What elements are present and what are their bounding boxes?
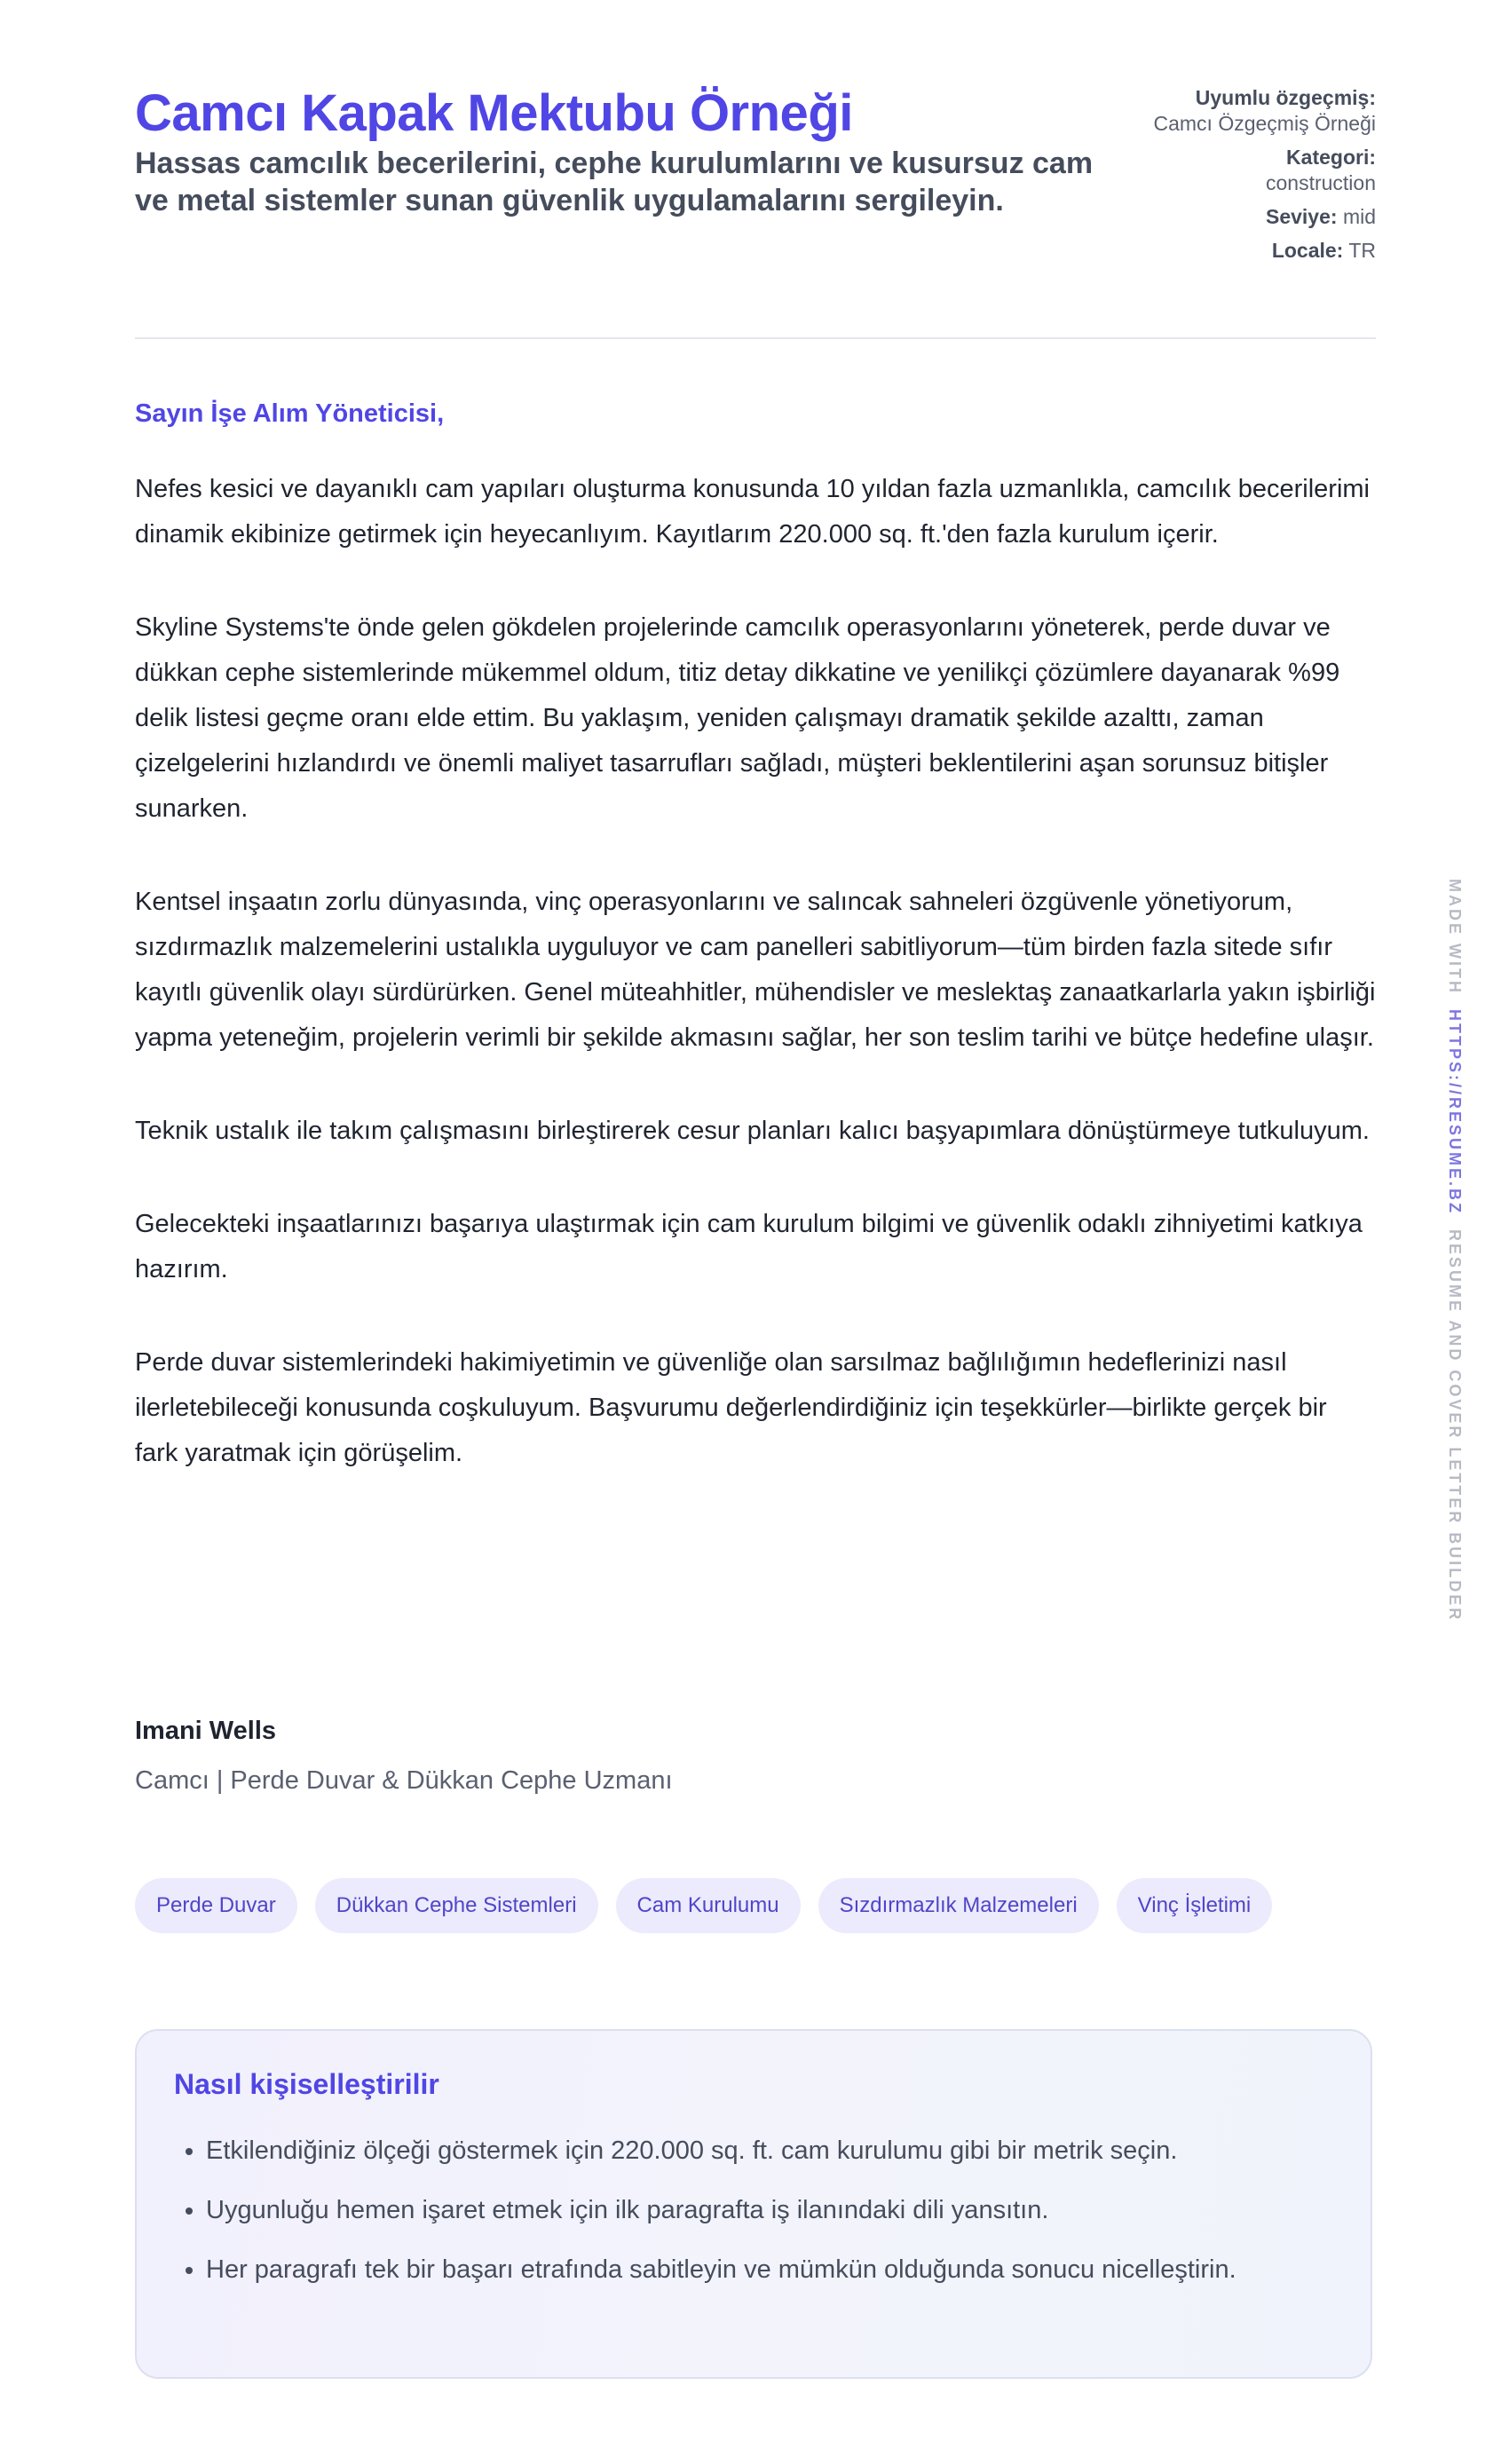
letter-paragraph: Skyline Systems'te önde gelen gökdelen projelerinde camcılık operasyonlarını yöneterek, perde duvar ve dükkan cephe sistemlerinde mükemmel oldum, titiz detay dikkatine ve yenilikçi çözümlere dayanarak %99 delik listesi geçme oranı elde ettim. Bu yaklaşım, yeniden çalışmayı dramatik şekilde azalttı, zaman çizelgelerini hızlandırdı ve önemli maliyet tasarrufları sağladı, müşteri beklentilerini aşan sorunsuz bitişler sunarken.	[135, 613, 1340, 823]
skill-tag[interactable]: Perde Duvar	[135, 1878, 297, 1933]
cover-letter-page	[135, 0, 1376, 2284]
watermark-url-link[interactable]: HTTPS://RESUME.BZ	[1446, 1009, 1464, 1216]
meta-panel	[1145, 85, 1376, 272]
tips-list	[174, 2128, 1351, 2307]
personalization-tips	[135, 2029, 1372, 2379]
letter-paragraph: Kentsel inşaatın zorlu dünyasında, vinç operasyonlarını ve salıncak sahneleri özgüvenle yönetiyorum, sızdırmazlık malzemelerini ustalıkla uyguluyor ve cam panelleri sabitliyorum—tüm birden fazla sitede sıfır kayıtlı güvenlik olayı sürdürürken. Genel müteahhitler, mühendisler ve meslektaş zanaatkarlarla yakın işbirliği yapma yeteneğim, projelerin verimli bir şekilde akmasını sağlar, her son teslim tarihi ve bütçe hedefine ulaşır.	[135, 888, 1376, 1052]
watermark-prefix: MADE WITH	[1446, 879, 1464, 995]
page-title: Camcı Kapak Mektubu Örneği	[135, 84, 853, 142]
watermark	[1445, 879, 1464, 1622]
meta-locale-value: TR	[1348, 239, 1376, 262]
signature-block	[135, 1713, 673, 1798]
letter-paragraph: Perde duvar sistemlerindeki hakimiyetimin ve güvenliğe olan sarsılmaz bağlılığımın hedeflerinizi nasıl ilerletebileceği konusunda coşkuluyum. Başvurumu değerlendirdiğiniz için teşekkürler—birlikte gerçek bir fark yaratmak için görüşelim.	[135, 1348, 1327, 1467]
watermark-suffix: RESUME AND COVER LETTER BUILDER	[1446, 1229, 1464, 1623]
skill-tag[interactable]: Cam Kurulumu	[616, 1878, 801, 1933]
letter-paragraph: Teknik ustalık ile takım çalışmasını birleştirerek cesur planları kalıcı başyapımlara dönüştürmeye tutkuluyum.	[135, 1117, 1370, 1145]
tip-item: • Etkilendiğiniz ölçeği göstermek için 220.000 sq. ft. cam kurulumu gibi bir metrik seçin.	[206, 2128, 1351, 2174]
signature-name: Imani Wells	[135, 1717, 277, 1745]
skill-tags	[135, 1878, 1272, 1933]
meta-level	[1145, 204, 1376, 230]
skill-tag[interactable]: Dükkan Cephe Sistemleri	[315, 1878, 598, 1933]
tip-item: • Her paragrafı tek bir başarı etrafında sabitleyin ve mümkün olduğunda sonucu nicelleştirin.	[206, 2247, 1351, 2293]
skill-tag[interactable]: Sızdırmazlık Malzemeleri	[818, 1878, 1099, 1933]
letter-paragraph: Nefes kesici ve dayanıklı cam yapıları oluşturma konusunda 10 yıldan fazla uzmanlıkla, camcılık becerilerimi dinamik ekibinize getirmek için heyecanlıyım. Kayıtlarım 220.000 sq. ft.'den fazla kurulum içerir.	[135, 475, 1370, 549]
meta-category-value: construction	[1265, 171, 1376, 194]
meta-category-label: Kategori:	[1286, 146, 1376, 169]
tips-title: Nasıl kişiselleştirilir	[174, 2068, 439, 2100]
meta-resume-label: Uyumlu özgeçmiş:	[1195, 86, 1376, 109]
letter-paragraph: Gelecekteki inşaatlarınızı başarıya ulaştırmak için cam kurulum bilgimi ve güvenlik odaklı zihniyetimi katkıya hazırım.	[135, 1210, 1363, 1283]
meta-resume-value[interactable]: Camcı Özgeçmiş Örneği	[1153, 112, 1376, 135]
salutation: Sayın İşe Alım Yöneticisi,	[135, 399, 445, 428]
letter-body	[135, 467, 1376, 1524]
skill-tag[interactable]: Vinç İşletimi	[1117, 1878, 1273, 1933]
tip-item: • Uygunluğu hemen işaret etmek için ilk paragrafta iş ilanındaki dili yansıtın.	[206, 2188, 1351, 2233]
meta-locale-label: Locale:	[1271, 239, 1344, 262]
meta-category	[1145, 145, 1376, 196]
meta-level-value: mid	[1342, 205, 1376, 228]
meta-resume	[1145, 85, 1376, 137]
meta-level-label: Seviye:	[1265, 205, 1338, 228]
page-subtitle: Hassas camcılık becerilerini, cephe kurulumlarını ve kusursuz cam ve metal sistemler sunan güvenlik uygulamalarını sergileyin.	[135, 146, 1094, 217]
signature-role: Camcı | Perde Duvar & Dükkan Cephe Uzmanı	[135, 1766, 673, 1795]
meta-locale	[1145, 238, 1376, 264]
document-header	[135, 0, 1376, 339]
